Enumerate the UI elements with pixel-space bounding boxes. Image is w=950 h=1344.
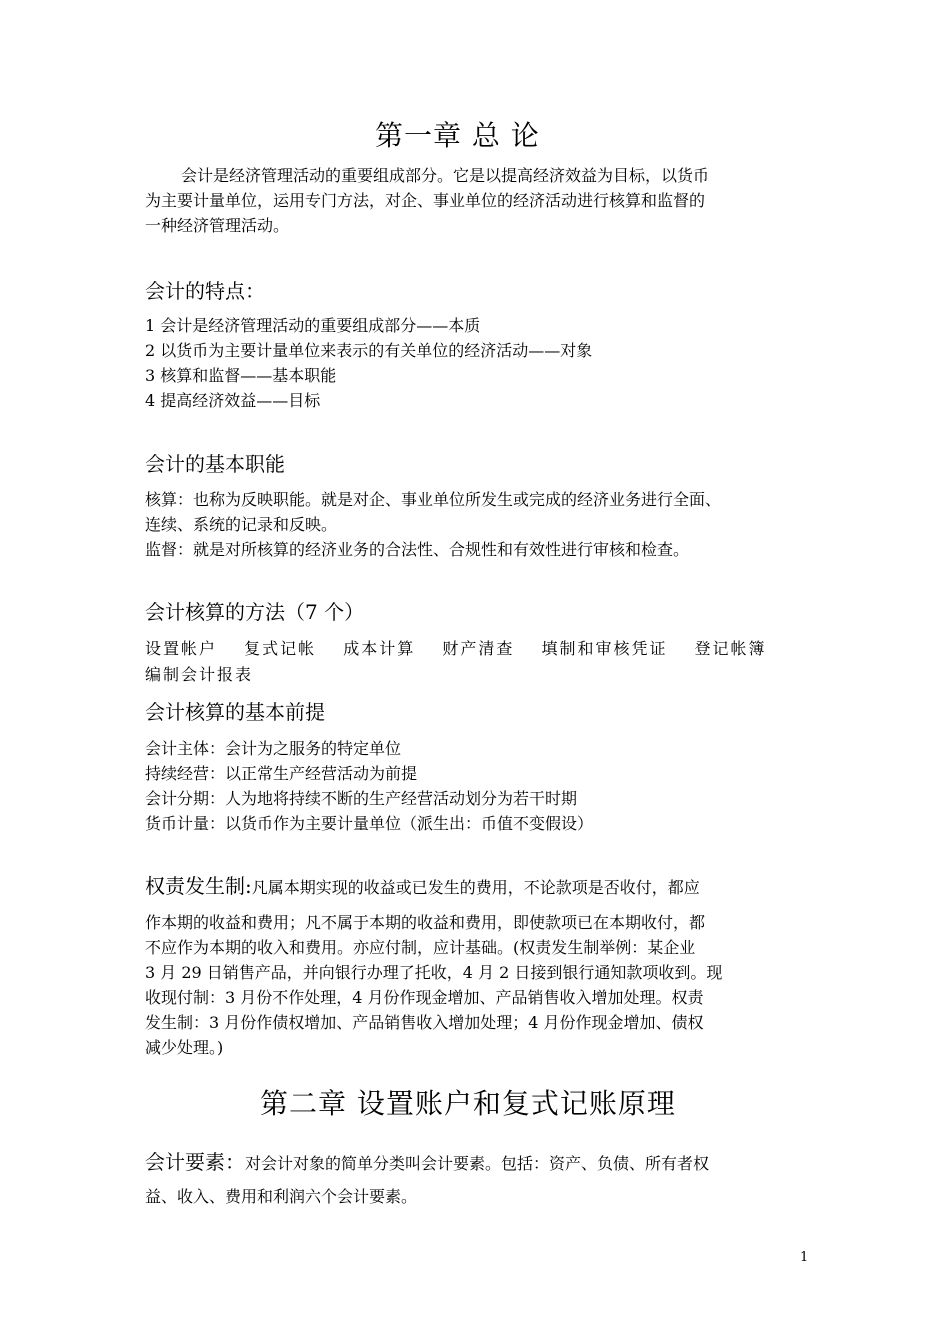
method-item: 复式记帐 [244, 639, 317, 658]
accrual-line: 作本期的收益和费用；凡不属于本期的收益和费用，即使款项已在本期收付，都 [145, 913, 706, 932]
intro-line-3: 一种经济管理活动。 [145, 216, 290, 235]
method-item: 填制和审核凭证 [541, 639, 668, 658]
functions-text [145, 487, 810, 562]
elements-term: 会计要素： [145, 1150, 245, 1174]
feature-item: 1 会计是经济管理活动的重要组成部分——本质 [145, 316, 481, 335]
accrual-line: 减少处理。) [145, 1038, 224, 1057]
premises-list [145, 736, 810, 836]
feature-item: 4 提高经济效益——目标 [145, 391, 321, 410]
accrual-line: 收现付制：3 月份不作处理，4 月份作现金增加、产品销售收入增加处理。权责 [145, 988, 704, 1007]
accrual-line: 发生制：3 月份作债权增加、产品销售收入增加处理；4 月份作现金增加、债权 [145, 1013, 704, 1032]
feature-item: 3 核算和监督——基本职能 [145, 366, 337, 385]
methods-row-1 [145, 636, 767, 659]
intro-line-1: 会计是经济管理活动的重要组成部分。它是以提高经济效益为目标，以货币 [181, 166, 710, 185]
functions-heading: 会计的基本职能 [145, 452, 285, 476]
method-item: 登记帐簿 [694, 639, 767, 658]
premises-heading: 会计核算的基本前提 [145, 700, 325, 724]
elements-first-line [145, 1146, 709, 1176]
intro-line-2: 为主要计量单位，运用专门方法，对企、事业单位的经济活动进行核算和监督的 [145, 191, 706, 210]
accrual-term: 权责发生制: [145, 874, 252, 898]
methods-row-2 [145, 662, 253, 685]
feature-item: 2 以货币为主要计量单位来表示的有关单位的经济活动——对象 [145, 341, 593, 360]
features-heading: 会计的特点： [145, 279, 265, 303]
method-item: 成本计算 [343, 639, 416, 658]
function-line: 连续、系统的记录和反映。 [145, 515, 338, 534]
features-list [145, 313, 810, 413]
page-number: 1 [800, 1250, 809, 1265]
premise-item: 会计分期：人为地将持续不断的生产经营活动划分为若干时期 [145, 789, 578, 808]
method-item: 设置帐户 [145, 639, 218, 658]
chapter2-title: 第二章 设置账户和复式记账原理 [260, 1087, 676, 1120]
accrual-line: 3 月 29 日销售产品，并向银行办理了托收，4 月 2 日接到银行通知款项收到。现 [145, 963, 723, 982]
method-item: 编制会计报表 [145, 665, 254, 684]
method-item: 财产清查 [442, 639, 515, 658]
accrual-line: 不应作为本期的收入和费用。亦应付制，应计基础。(权责发生制举例：某企业 [145, 938, 696, 957]
elements-definition-start: 对会计对象的简单分类叫会计要素。包括：资产、负债、所有者权 [245, 1154, 710, 1173]
accrual-definition-start: 凡属本期实现的收益或已发生的费用，不论款项是否收付，都应 [251, 878, 700, 897]
premise-item: 会计主体：会计为之服务的特定单位 [145, 739, 402, 758]
chapter1-intro [145, 163, 810, 238]
accrual-text [145, 910, 810, 1060]
function-line: 监督：就是对所核算的经济业务的合法性、合规性和有效性进行审核和检查。 [145, 540, 690, 559]
chapter1-title: 第一章 总 论 [375, 119, 540, 152]
premise-item: 持续经营：以正常生产经营活动为前提 [145, 764, 418, 783]
elements-line-2: 益、收入、费用和利润六个会计要素。 [145, 1187, 418, 1206]
accrual-first-line [145, 870, 700, 900]
premise-item: 货币计量：以货币作为主要计量单位（派生出：币值不变假设） [145, 814, 594, 833]
function-line: 核算：也称为反映职能。就是对企、事业单位所发生或完成的经济业务进行全面、 [145, 490, 722, 509]
methods-heading: 会计核算的方法（7 个） [145, 600, 365, 624]
